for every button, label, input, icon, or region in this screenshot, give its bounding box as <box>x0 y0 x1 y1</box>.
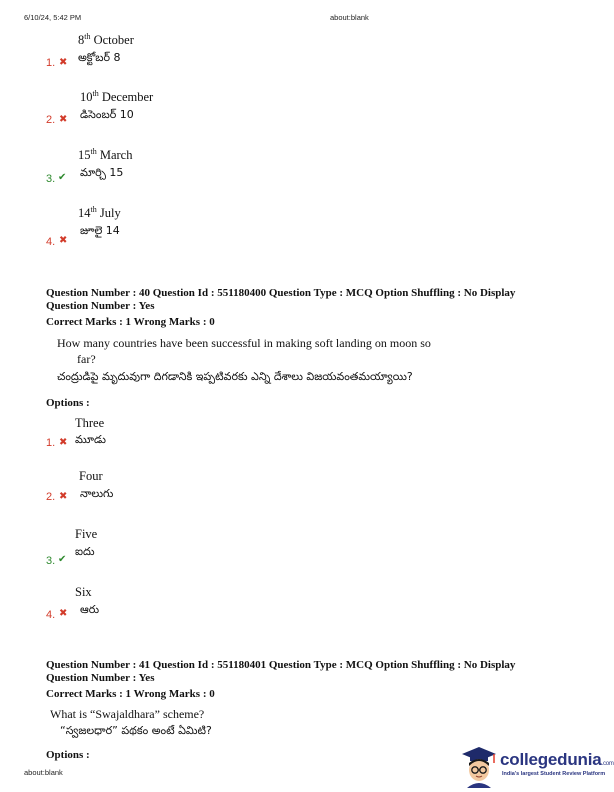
correct-check-icon: ✔ <box>58 554 67 565</box>
option-text-te: మార్చి 15 <box>80 166 124 179</box>
logo-tagline: India's largest Student Review Platform <box>502 771 606 777</box>
option-number: 1. <box>46 437 56 449</box>
question-text-en-cont: far? <box>77 352 96 366</box>
print-page-title: about:blank <box>330 13 369 22</box>
print-datetime: 6/10/24, 5:42 PM <box>24 13 82 22</box>
option-text-en: Three <box>75 416 105 430</box>
wrong-cross-icon: ✖ <box>59 114 68 125</box>
question-meta-line: Question Number : Yes <box>46 672 155 684</box>
option-number: 4. <box>46 236 56 248</box>
question-text-te: “స్వజలధార” పథకం అంటే ఏమిటి? <box>60 724 212 737</box>
option-text-en: 14th July <box>78 205 121 220</box>
option-text-en: Four <box>79 469 103 483</box>
question-text-en: How many countries have been successful in making soft landing on moon so <box>57 336 431 350</box>
options-label: Options : <box>46 397 90 409</box>
option-number: 3. <box>46 173 56 185</box>
question-meta-line: Question Number : 41 Question Id : 551180401 Question Type : MCQ Option Shuffling : No Display <box>46 659 516 671</box>
print-footer-url: about:blank <box>24 768 63 777</box>
wrong-cross-icon: ✖ <box>59 235 68 246</box>
option-text-te: డిసెంబర్ 10 <box>80 108 134 121</box>
collegedunia-logo <box>458 744 614 788</box>
question-meta-line: Question Number : 40 Question Id : 551180400 Question Type : MCQ Option Shuffling : No Display <box>46 287 516 299</box>
logo-wordmark: collegedunia.com <box>500 750 614 769</box>
option-number: 4. <box>46 609 56 621</box>
marks-line: Correct Marks : 1 Wrong Marks : 0 <box>46 316 215 328</box>
option-number: 2. <box>46 114 56 126</box>
option-text-te: మూడు <box>75 433 106 446</box>
marks-line: Correct Marks : 1 Wrong Marks : 0 <box>46 688 215 700</box>
student-mascot-icon <box>458 744 500 788</box>
option-text-te: జూలై 14 <box>80 224 120 237</box>
option-text-en: Six <box>75 585 92 599</box>
option-text-en: 10th December <box>80 89 154 104</box>
wrong-cross-icon: ✖ <box>59 57 68 68</box>
option-text-te: నాలుగు <box>80 487 114 500</box>
correct-check-icon: ✔ <box>58 172 67 183</box>
option-number: 2. <box>46 491 56 503</box>
question-text-en: What is “Swajaldhara” scheme? <box>50 707 205 721</box>
option-number: 1. <box>46 57 56 69</box>
wrong-cross-icon: ✖ <box>59 608 68 619</box>
question-meta-line: Question Number : Yes <box>46 300 155 312</box>
option-text-en: 15th March <box>78 147 133 162</box>
option-number: 3. <box>46 555 56 567</box>
option-text-te: అక్టోబర్ 8 <box>78 51 121 64</box>
option-text-en: 8th October <box>78 32 134 47</box>
options-label: Options : <box>46 749 90 761</box>
wrong-cross-icon: ✖ <box>59 491 68 502</box>
option-text-en: Five <box>75 527 98 541</box>
question-text-te: చంద్రుడిపై మృదువుగా దిగడానికి ఇప్పటివరకు ఎన్ని దేశాలు విజయవంతమయ్యాయి? <box>57 370 413 383</box>
wrong-cross-icon: ✖ <box>59 437 68 448</box>
option-text-te: ఐదు <box>75 545 95 558</box>
option-text-te: ఆరు <box>80 603 100 616</box>
